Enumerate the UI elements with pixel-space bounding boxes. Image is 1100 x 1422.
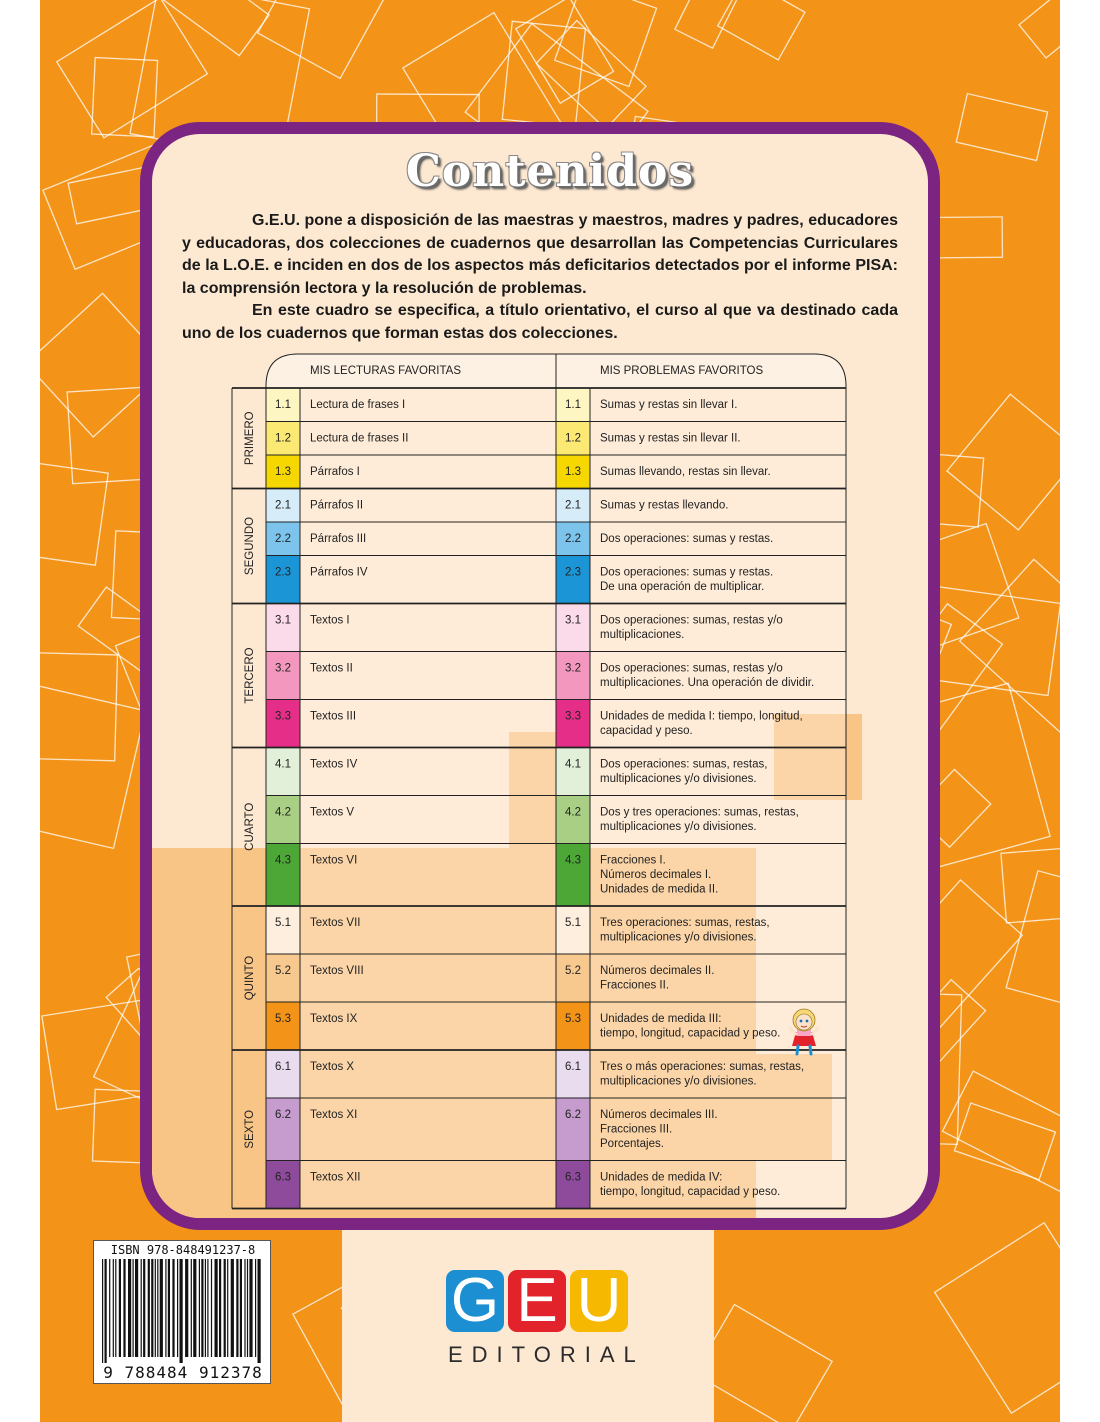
- problema-title: multiplicaciones.: [600, 629, 685, 641]
- row-background: [300, 748, 556, 796]
- lectura-code: 4.2: [275, 806, 291, 819]
- code-cell: [556, 1050, 590, 1098]
- row-background: [300, 844, 556, 907]
- lectura-code: 1.2: [275, 432, 291, 445]
- problema-title: Dos operaciones: sumas, restas y/o: [600, 614, 783, 627]
- problema-title: Números decimales II.: [600, 965, 715, 977]
- code-cell: [266, 1002, 300, 1050]
- barcode-bar: [177, 1259, 178, 1357]
- lectura-title: Textos III: [310, 710, 357, 723]
- barcode-bar: [115, 1259, 116, 1357]
- problema-title: tiempo, longitud, capacidad y peso.: [600, 1186, 781, 1198]
- problema-title: Fracciones II.: [600, 979, 670, 992]
- course-label: SEXTO: [244, 1109, 256, 1149]
- row-background: [300, 1050, 556, 1098]
- problema-title: multiplicaciones y/o divisiones.: [600, 821, 757, 833]
- lectura-title: Textos V: [310, 806, 355, 819]
- barcode-bar: [258, 1259, 261, 1363]
- problema-code: 3.3: [565, 710, 581, 723]
- row-background: [300, 906, 556, 954]
- lectura-code: 5.1: [275, 917, 291, 929]
- decorative-square: [935, 1223, 1060, 1413]
- barcode-bar: [151, 1259, 153, 1357]
- barcode-bar: [236, 1259, 238, 1357]
- lectura-code: 2.3: [275, 566, 291, 579]
- code-cell: [556, 556, 590, 604]
- problema-title: Dos operaciones: sumas, restas,: [600, 758, 768, 771]
- barcode-bar: [105, 1259, 107, 1363]
- lectura-code: 1.3: [275, 466, 291, 478]
- code-cell: [266, 604, 300, 652]
- row-background: [590, 1161, 846, 1209]
- code-cell: [556, 700, 590, 748]
- barcode-bar: [240, 1259, 242, 1357]
- code-cell: [266, 652, 300, 700]
- lectura-title: Textos II: [310, 662, 353, 675]
- page-title: Contenidos: [405, 146, 695, 197]
- code-cell: [266, 1161, 300, 1209]
- code-cell: [266, 700, 300, 748]
- barcode-bar: [102, 1259, 103, 1363]
- problema-title: Dos operaciones: sumas, restas y/o: [600, 662, 783, 675]
- barcode-bar: [215, 1259, 218, 1357]
- code-cell: [556, 1161, 590, 1209]
- problema-title: multiplicaciones. Una operación de dividir.: [600, 677, 815, 689]
- lectura-title: Textos IX: [310, 1013, 358, 1025]
- problema-title: Fracciones III.: [600, 1123, 673, 1136]
- row-background: [590, 748, 846, 796]
- lectura-title: Lectura de frases I: [310, 399, 406, 411]
- logo-letter-e: E: [508, 1270, 566, 1332]
- problema-title: Porcentajes.: [600, 1138, 664, 1150]
- problema-title: Sumas y restas llevando.: [600, 499, 729, 512]
- code-cell: [266, 954, 300, 1002]
- code-cell: [266, 1050, 300, 1098]
- barcode-bar: [185, 1259, 188, 1357]
- problema-title: Unidades de medida IV:: [600, 1171, 723, 1184]
- code-cell: [266, 906, 300, 954]
- problema-title: Dos operaciones: sumas y restas.: [600, 533, 774, 545]
- problema-title: De una operación de multiplicar.: [600, 581, 765, 593]
- barcode-bar: [119, 1259, 121, 1357]
- barcode-bar: [141, 1259, 142, 1357]
- logo-letter-g: G: [446, 1270, 504, 1332]
- lectura-code: 6.2: [275, 1109, 291, 1121]
- problema-title: Tres o más operaciones: sumas, restas,: [600, 1061, 805, 1073]
- problema-code: 4.1: [565, 758, 581, 771]
- lectura-title: Textos VIII: [310, 965, 364, 977]
- barcode-bar: [165, 1259, 166, 1357]
- course-label: CUARTO: [244, 802, 256, 851]
- code-cell: [556, 1098, 590, 1161]
- row-background: [590, 796, 846, 844]
- barcode-bar: [244, 1259, 245, 1357]
- barcode-bar: [207, 1259, 208, 1357]
- barcode-bar: [227, 1259, 228, 1357]
- lectura-code: 5.2: [275, 965, 291, 977]
- barcode-bars: [100, 1259, 266, 1363]
- lectura-code: 3.2: [275, 662, 291, 675]
- barcode-bar: [148, 1259, 150, 1357]
- lectura-code: 4.3: [275, 854, 291, 867]
- problema-code: 1.3: [565, 466, 581, 478]
- barcode-bar: [109, 1259, 110, 1357]
- problema-code: 1.2: [565, 432, 581, 445]
- lectura-title: Textos I: [310, 614, 350, 627]
- code-cell: [556, 954, 590, 1002]
- barcode-bar: [247, 1259, 248, 1357]
- problema-title: multiplicaciones y/o divisiones.: [600, 773, 757, 785]
- problema-title: tiempo, longitud, capacidad y peso.: [600, 1027, 781, 1040]
- barcode-bar: [128, 1259, 131, 1357]
- row-background: [300, 1002, 556, 1050]
- problema-title: Sumas llevando, restas sin llevar.: [600, 466, 771, 478]
- barcode-bar: [205, 1259, 206, 1357]
- barcode-bar: [160, 1259, 163, 1357]
- code-cell: [556, 906, 590, 954]
- lectura-code: 2.1: [275, 499, 291, 512]
- problema-code: 5.3: [565, 1013, 581, 1025]
- row-background: [590, 1050, 846, 1098]
- lectura-title: Lectura de frases II: [310, 432, 409, 445]
- code-cell: [266, 796, 300, 844]
- problema-code: 3.1: [565, 614, 581, 627]
- row-background: [590, 954, 846, 1002]
- problema-title: multiplicaciones y/o divisiones.: [600, 1075, 757, 1088]
- geu-editorial-logo: [444, 1270, 645, 1370]
- lectura-title: Textos IV: [310, 758, 358, 771]
- barcode-bar: [155, 1259, 156, 1357]
- problema-code: 1.1: [565, 399, 581, 411]
- lectura-title: Párrafos IV: [310, 566, 368, 579]
- row-background: [300, 1098, 556, 1161]
- problema-title: capacidad y peso.: [600, 725, 693, 737]
- barcode-bar: [201, 1259, 203, 1357]
- row-background: [300, 954, 556, 1002]
- lectura-code: 3.3: [275, 710, 291, 723]
- problema-title: Números decimales I.: [600, 869, 712, 881]
- barcode-bar: [172, 1259, 174, 1357]
- barcode-bar: [168, 1259, 170, 1357]
- problema-code: 6.2: [565, 1109, 581, 1121]
- problema-title: Sumas y restas sin llevar II.: [600, 432, 741, 445]
- code-cell: [556, 748, 590, 796]
- intro-paragraph-1: G.E.U. pone a disposición de las maestras y maestros, madres y padres, educadores y educadoras, dos colecciones de cuadernos que desarrollan las Competencias Curriculares de la L.O.E. e inciden en dos de los aspectos más deficitarios detectados por el informe PISA: la comprensión lectora y la resolución de problemas.: [182, 212, 898, 297]
- row-background: [300, 796, 556, 844]
- intro-paragraph-2: En este cuadro se especifica, a título orientativo, el curso al que va destinado cada uno de los cuadernos que forman estas dos colecciones.: [182, 302, 898, 342]
- lectura-title: Párrafos III: [310, 533, 367, 545]
- row-background: [300, 604, 556, 652]
- lectura-code: 1.1: [275, 399, 291, 411]
- isbn-text: ISBN 978-848491237-8: [110, 1243, 256, 1257]
- lectura-code: 2.2: [275, 533, 291, 545]
- problema-title: Fracciones I.: [600, 854, 666, 867]
- code-cell: [556, 604, 590, 652]
- lectura-title: Textos XII: [310, 1171, 361, 1184]
- lectura-code: 5.3: [275, 1013, 291, 1025]
- row-background: [300, 652, 556, 700]
- course-label: SEGUNDO: [244, 516, 256, 576]
- code-cell: [266, 844, 300, 907]
- code-cell: [556, 796, 590, 844]
- code-cell: [266, 556, 300, 604]
- problema-code: 6.3: [565, 1171, 581, 1184]
- problema-code: 5.2: [565, 965, 581, 977]
- row-background: [590, 556, 846, 604]
- problema-title: Números decimales III.: [600, 1109, 718, 1121]
- barcode-bar: [249, 1259, 252, 1357]
- decorative-square: [694, 1305, 832, 1422]
- lectura-title: Textos VII: [310, 917, 361, 929]
- lectura-code: 6.1: [275, 1061, 291, 1073]
- problema-code: 2.3: [565, 566, 581, 579]
- logo-letter-u: U: [570, 1270, 628, 1332]
- barcode-bar: [123, 1259, 125, 1357]
- problema-title: Dos y tres operaciones: sumas, restas,: [600, 806, 799, 819]
- problema-code: 2.2: [565, 533, 581, 545]
- barcode-bar: [191, 1259, 192, 1357]
- barcode-bar: [231, 1259, 234, 1357]
- course-label: QUINTO: [244, 955, 256, 1001]
- barcode-bar: [157, 1259, 158, 1357]
- barcode-bar: [211, 1259, 212, 1357]
- code-cell: [556, 844, 590, 907]
- barcode-bar: [143, 1259, 145, 1357]
- barcode-bar: [180, 1259, 183, 1363]
- barcode-bar: [135, 1259, 138, 1357]
- lectura-code: 3.1: [275, 614, 291, 627]
- barcode-bar: [113, 1259, 114, 1357]
- problema-title: Dos operaciones: sumas y restas.: [600, 566, 774, 579]
- ean-number: 9 788484 912378: [103, 1363, 263, 1382]
- barcode-bar: [193, 1259, 196, 1357]
- problema-code: 5.1: [565, 917, 581, 929]
- lectura-title: Párrafos I: [310, 466, 360, 478]
- course-label: TERCERO: [244, 647, 256, 704]
- problema-title: Unidades de medida III:: [600, 1013, 722, 1025]
- barcode-bar: [255, 1259, 256, 1357]
- row-background: [590, 652, 846, 700]
- logo-subtitle: EDITORIAL: [448, 1342, 645, 1367]
- row-background: [300, 700, 556, 748]
- lectura-title: Textos X: [310, 1061, 355, 1073]
- problema-title: Tres operaciones: sumas, restas,: [600, 917, 770, 929]
- code-cell: [556, 1002, 590, 1050]
- lectura-title: Textos VI: [310, 854, 358, 867]
- lectura-title: Textos XI: [310, 1109, 358, 1121]
- problema-title: multiplicaciones y/o divisiones.: [600, 931, 757, 944]
- problema-code: 2.1: [565, 499, 581, 512]
- barcode-bar: [199, 1259, 200, 1357]
- code-cell: [266, 1098, 300, 1161]
- barcode-bar: [224, 1259, 226, 1357]
- row-background: [590, 906, 846, 954]
- lectura-code: 6.3: [275, 1171, 291, 1184]
- problema-title: Unidades de medida II.: [600, 883, 719, 896]
- problema-title: Unidades de medida I: tiempo, longitud,: [600, 710, 803, 723]
- problema-code: 3.2: [565, 662, 581, 675]
- barcode-bar: [133, 1259, 134, 1357]
- problema-code: 4.3: [565, 854, 581, 867]
- problema-code: 6.1: [565, 1061, 581, 1073]
- header-lecturas: MIS LECTURAS FAVORITAS: [310, 365, 462, 377]
- code-cell: [266, 748, 300, 796]
- course-label: PRIMERO: [244, 411, 256, 466]
- lectura-title: Párrafos II: [310, 499, 364, 512]
- row-background: [300, 556, 556, 604]
- lectura-code: 4.1: [275, 758, 291, 771]
- problema-code: 4.2: [565, 806, 581, 819]
- code-cell: [556, 652, 590, 700]
- problema-title: Sumas y restas sin llevar I.: [600, 399, 738, 411]
- row-background: [300, 1161, 556, 1209]
- header-problemas: MIS PROBLEMAS FAVORITOS: [600, 365, 764, 377]
- barcode-bar: [219, 1259, 221, 1357]
- row-background: [590, 700, 846, 748]
- barcode: [93, 1240, 271, 1384]
- row-background: [590, 604, 846, 652]
